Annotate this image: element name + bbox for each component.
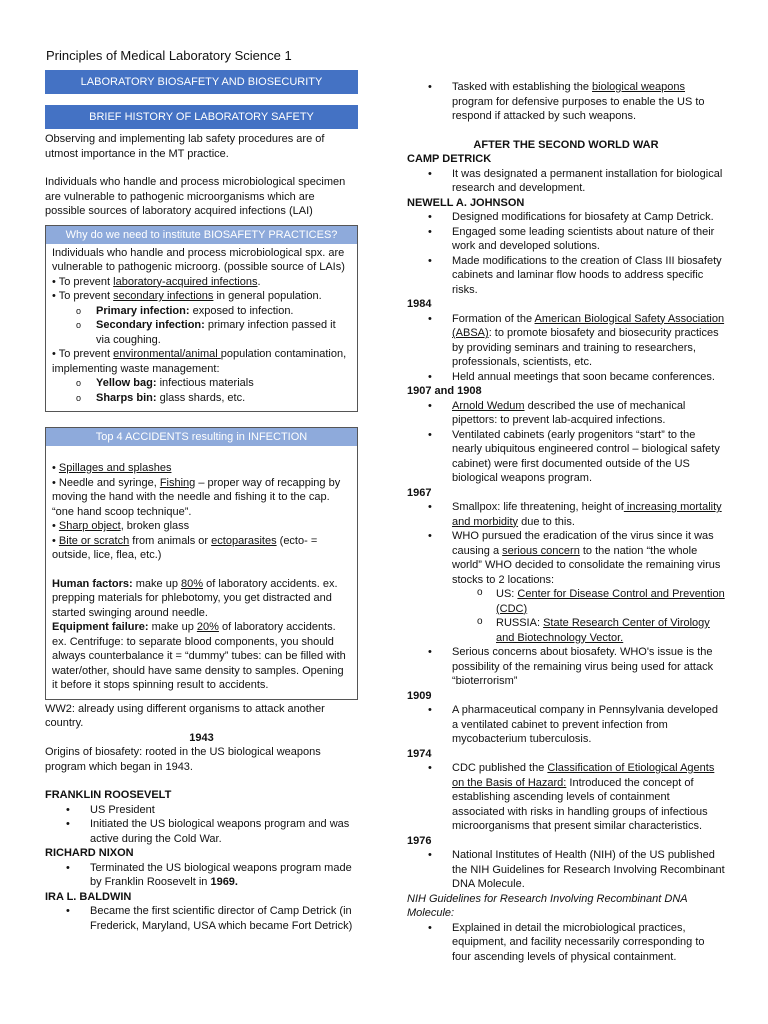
list-item: • Ventilated cabinets (early progenitors “start” to the nearly ubiquitous engineered control – biological safety cabinet) were first documented outside of the US biological weapons program.	[407, 428, 725, 486]
list-item: • Tasked with establishing the biological weapons program for defensive purposes to enable the US to respond if attacked by such weapons.	[407, 80, 725, 124]
page-header: Principles of Medical Laboratory Science 1	[46, 48, 292, 63]
list-1967	[407, 500, 725, 689]
accident-2: • Needle and syringe, Fishing – proper way of recapping by moving the hand with the needle and fishing it to the cap. “one hand scoop technique”.	[52, 476, 341, 518]
baldwin-heading: IRA L. BALDWIN	[45, 890, 132, 903]
biosafety-practices-title: Why do we need to institute BIOSAFETY PRACTICES?	[46, 226, 357, 244]
equipment-failure: Equipment failure: make up 20% of laboratory accidents. ex. Centrifuge: to separate blood components, you should always counterbalance it = “dummy” tubes: can be filled with water/other, should have same density to samples. Opening it before it stops spinning result to accidents.	[52, 621, 346, 691]
box1-sub-secondary: o Secondary infection: primary infection passed it via coughing.	[76, 319, 336, 346]
box1-sub-primary: o Primary infection: exposed to infection.	[76, 304, 294, 317]
list-item: • Arnold Wedum described the use of mechanical pipettors: to prevent lab-acquired infections.	[407, 399, 725, 428]
list-item: • Smallpox: life threatening, height of increasing mortality and morbidity due to this.	[407, 500, 725, 529]
human-factors: Human factors: make up 80% of laboratory accidents. ex. prepping materials for phlebotomy, you get distracted and started swinging around needle.	[52, 577, 338, 619]
baldwin-list-continued	[407, 80, 725, 124]
nixon-heading: RICHARD NIXON	[45, 847, 134, 859]
right-column	[407, 80, 725, 964]
ww2-text: WW2: already using different organisms to attack another country.	[45, 702, 325, 729]
list-item: • Serious concerns about biosafety. WHO's issue is the possibility of the remaining virus being used for attack “bioterrorism”	[407, 645, 725, 689]
year-1974: 1974	[407, 747, 432, 760]
box1-sub-sharps-bin: o Sharps bin: glass shards, etc.	[76, 391, 246, 404]
accidents-body	[46, 446, 357, 699]
year-1984: 1984	[407, 298, 432, 310]
year-1943: 1943	[189, 731, 214, 744]
nih-heading: NIH Guidelines for Research Involving Recombinant DNA Molecule:	[407, 892, 688, 919]
biosafety-practices-box	[45, 225, 358, 413]
list-item: • Initiated the US biological weapons program and was active during the Cold War.	[45, 817, 358, 846]
list-item: • Terminated the US biological weapons program made by Franklin Roosevelt in 1969.	[45, 861, 358, 890]
list-item: • National Institutes of Health (NIH) of the US published the NIH Guidelines for Research Involving Recombinant DNA Molecule.	[407, 848, 725, 892]
list-item: • Formation of the American Biological Safety Association (ABSA): to promote biosafety and biosecurity practices by providing seminars and training to researchers, professionals, scientists, etc.	[407, 312, 725, 370]
intro-paragraph-1: Observing and implementing lab safety procedures are of utmost importance in the MT practice.	[45, 133, 325, 160]
johnson-list	[407, 210, 725, 297]
list-item: • CDC published the Classification of Etiological Agents on the Basis of Hazard: Introduced the concept of establishing ascending levels of containment associated with risks in handling groups of infectious microorganisms that present similar characteristics.	[407, 761, 725, 834]
list-1976	[407, 848, 725, 892]
detrick-list	[407, 167, 725, 196]
list-item: • Engaged some leading scientists about nature of their work and developed solutions.	[407, 225, 725, 254]
accident-3: • Sharp object, broken glass	[52, 520, 190, 532]
detrick-heading: CAMP DETRICK	[407, 153, 492, 165]
box1-bullet-2: • To prevent secondary infections in general population.	[52, 290, 322, 302]
box1-bullet-1: • To prevent laboratory-acquired infections.	[52, 275, 261, 288]
origins-text: Origins of biosafety: rooted in the US biological weapons program which began in 1943.	[45, 746, 321, 773]
list-1909	[407, 703, 725, 747]
baldwin-list	[45, 904, 358, 933]
year-1909: 1909	[407, 689, 432, 702]
list-1984	[407, 312, 725, 385]
list-item: • Explained in detail the microbiological practices, equipment, and facility necessarily corresponding to four ascending levels of physical containment.	[407, 921, 725, 965]
year-1967: 1967	[407, 486, 432, 499]
nixon-list	[45, 861, 358, 890]
year-1976: 1976	[407, 834, 432, 847]
list-item: • Held annual meetings that soon became conferences.	[407, 370, 725, 385]
list-item: o US: Center for Disease Control and Prevention (CDC)	[407, 587, 725, 616]
list-item: • WHO pursued the eradication of the virus since it was causing a serious concern to the nation “the whole world” WHO decided to consolidate the remaining virus stocks to 2 locations:	[407, 529, 725, 587]
list-item: • Made modifications to the creation of Class III biosafety cabinets and laminar flow hoods to address specific risks.	[407, 254, 725, 298]
list-item: • Became the first scientific director of Camp Detrick (in Frederick, Maryland, USA which became Fort Detrick)	[45, 904, 358, 933]
left-column	[45, 70, 358, 933]
accident-4: • Bite or scratch from animals or ectoparasites (ecto- = outside, lice, flea, etc.)	[52, 534, 318, 561]
list-item: • US President	[45, 803, 358, 818]
list-item: • A pharmaceutical company in Pennsylvania developed a ventilated cabinet to prevent infection from mycobacterium tuberculosis.	[407, 703, 725, 747]
list-1907	[407, 399, 725, 486]
biosafety-practices-body	[46, 244, 357, 412]
list-item: o RUSSIA: State Research Center of Virology and Biotechnology Vector.	[407, 616, 725, 645]
accidents-title: Top 4 ACCIDENTS resulting in INFECTION	[46, 428, 357, 446]
accident-1: • Spillages and splashes	[52, 462, 172, 474]
johnson-heading: NEWELL A. JOHNSON	[407, 196, 525, 209]
intro-paragraph-2: Individuals who handle and process microbiological specimen are vulnerable to pathogenic microorganisms which are possible sources of laboratory acquired infections (LAI)	[45, 176, 346, 217]
year-1907-1908: 1907 and 1908	[407, 385, 482, 397]
after-ww2-heading: AFTER THE SECOND WORLD WAR	[473, 138, 659, 151]
fdr-list	[45, 803, 358, 847]
list-item: • Designed modifications for biosafety at Camp Detrick.	[407, 210, 725, 225]
list-item: • It was designated a permanent installation for biological research and development.	[407, 167, 725, 196]
box1-sub-yellow-bag: o Yellow bag: infectious materials	[76, 377, 254, 389]
box1-bullet-3: • To prevent environmental/animal population contamination, implementing waste management:	[52, 348, 347, 375]
title-banner: LABORATORY BIOSAFETY AND BIOSECURITY	[45, 70, 358, 94]
box1-lead: Individuals who handle and process microbiological spx. are vulnerable to pathogenic microorg. (possible source of LAIs)	[52, 246, 345, 273]
accidents-box	[45, 427, 358, 700]
nih-list	[407, 921, 725, 965]
fdr-heading: FRANKLIN ROOSEVELT	[45, 789, 172, 801]
list-1974	[407, 761, 725, 834]
history-banner: BRIEF HISTORY OF LABORATORY SAFETY	[45, 105, 358, 129]
